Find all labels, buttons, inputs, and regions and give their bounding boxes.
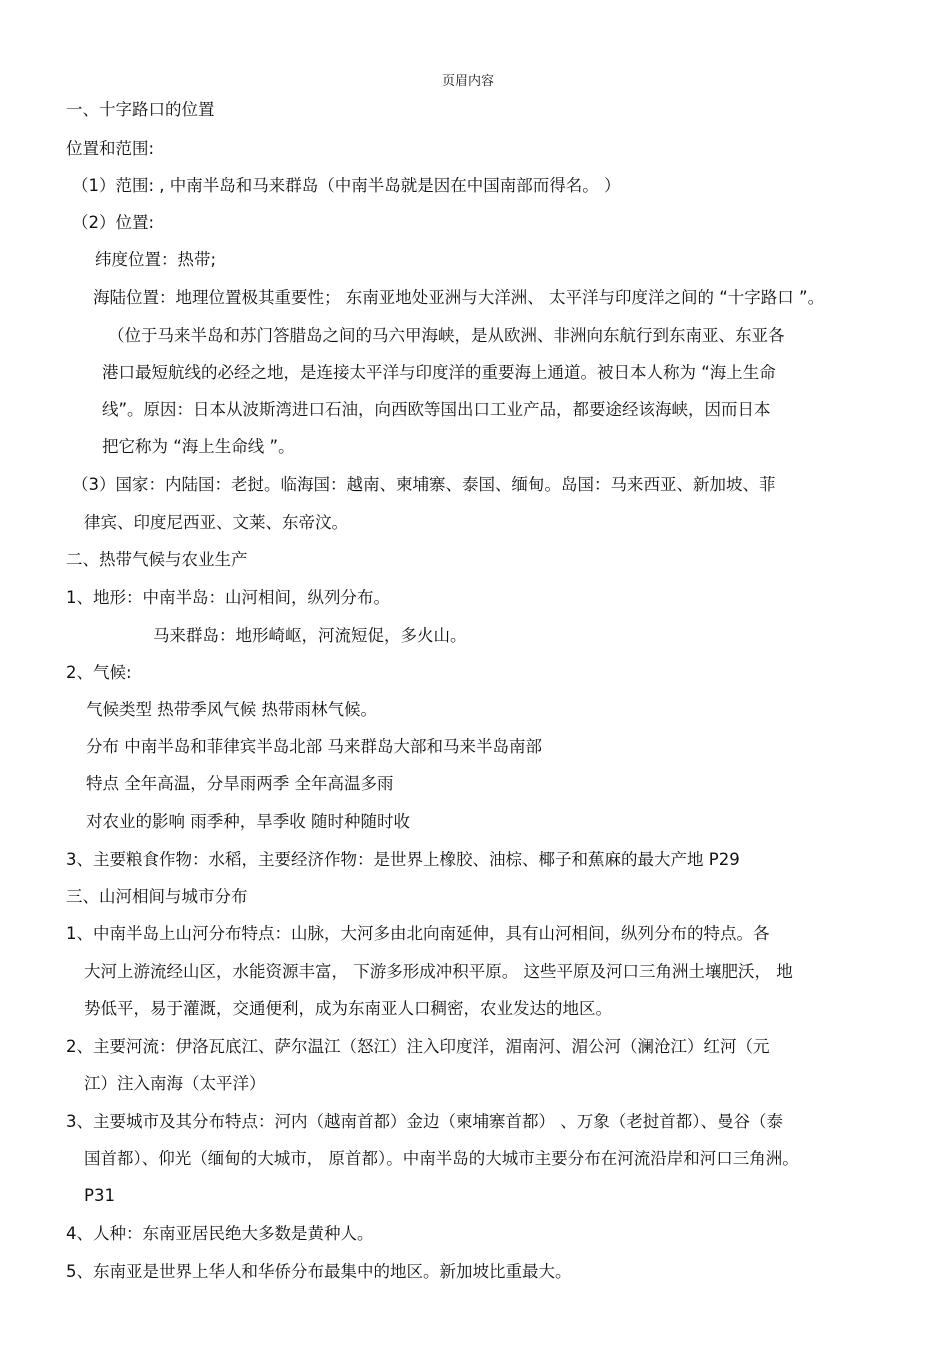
text-line: 势低平，易于灌溉，交通便利，成为东南亚人口稠密，农业发达的地区。 (84, 999, 612, 1018)
section-heading-3: 三、山河相间与城市分布 (66, 887, 248, 906)
text-line: 特点 全年高温，分旱雨两季 全年高温多雨 (86, 774, 394, 793)
text-line: 把它称为 “海上生命线 ”。 (102, 437, 295, 456)
text-line: 纬度位置：热带; (95, 250, 217, 269)
text-line: 3、主要粮食作物：水稻，主要经济作物：是世界上橡胶、油棕、椰子和蕉麻的最大产地 P29 (66, 850, 740, 869)
text-line: 律宾、印度尼西亚、文莱、东帝汶。 (84, 513, 348, 532)
text-line: 1、地形：中南半岛：山河相间，纵列分布。 (66, 588, 390, 607)
text-line: 马来群岛：地形崎岖，河流短促，多火山。 (153, 626, 467, 645)
text-line: 1、中南半岛上山河分布特点：山脉，大河多由北向南延伸，具有山河相间，纵列分布的特点。各 (66, 924, 770, 943)
text-line: 3、主要城市及其分布特点：河内（越南首都）金边（柬埔寨首都） 、万象（老挝首都）、曼谷（泰 (66, 1112, 783, 1131)
text-line: 对农业的影响 雨季种，旱季收 随时种随时收 (86, 812, 410, 831)
text-line: 线”。原因：日本从波斯湾进口石油，向西欧等国出口工业产品，都要途经该海峡，因而日本 (102, 400, 771, 419)
text-line: 海陆位置：地理位置极其重要性； 东南亚地处亚洲与大洋洲、 太平洋与印度洋之间的 “十字路口 ”。 (93, 288, 825, 307)
page-header: 页眉内容 (442, 74, 495, 89)
section-heading-2: 二、热带气候与农业生产 (66, 550, 248, 569)
text-line: P31 (84, 1186, 115, 1205)
text-line: （位于马来半岛和苏门答腊岛之间的马六甲海峡，是从欧洲、非洲向东航行到东南亚、东亚各 (108, 326, 785, 345)
text-line: 港口最短航线的必经之地，是连接太平洋与印度洋的重要海上通道。被日本人称为 “海上生命 (102, 363, 776, 382)
text-line: 2、主要河流：伊洛瓦底江、萨尔温江（怒江）注入印度洋，湄南河、湄公河（澜沧江）红河（元 (66, 1037, 770, 1056)
text-line: 气候类型 热带季风气候 热带雨林气候。 (86, 700, 377, 719)
text-line: 分布 中南半岛和菲律宾半岛北部 马来群岛大部和马来半岛南部 (86, 737, 542, 756)
text-line: 位置和范围: (66, 139, 155, 158)
text-line: 大河上游流经山区，水能资源丰富， 下游多形成冲积平原。 这些平原及河口三角洲土壤肥沃， 地 (84, 962, 793, 981)
text-line: （2）位置: (72, 213, 155, 232)
text-line: 4、人种：东南亚居民绝大多数是黄种人。 (66, 1224, 374, 1243)
text-line: 国首都）、仰光（缅甸的大城市， 原首都）。中南半岛的大城市主要分布在河流沿岸和河口三角洲。 (84, 1149, 799, 1168)
text-line: （3）国家：内陆国：老挝。临海国：越南、柬埔寨、泰国、缅甸。岛国：马来西亚、新加坡、菲 (72, 475, 776, 494)
text-line: 江）注入南海（太平洋） (84, 1074, 266, 1093)
text-line: 5、东南亚是世界上华人和华侨分布最集中的地区。新加坡比重最大。 (66, 1262, 572, 1281)
text-line: 2、气候: (66, 663, 132, 682)
section-heading-1: 一、十字路口的位置 (66, 100, 215, 119)
text-line: （1）范围: , 中南半岛和马来群岛（中南半岛就是因在中国南部而得名。 ） (72, 176, 621, 195)
